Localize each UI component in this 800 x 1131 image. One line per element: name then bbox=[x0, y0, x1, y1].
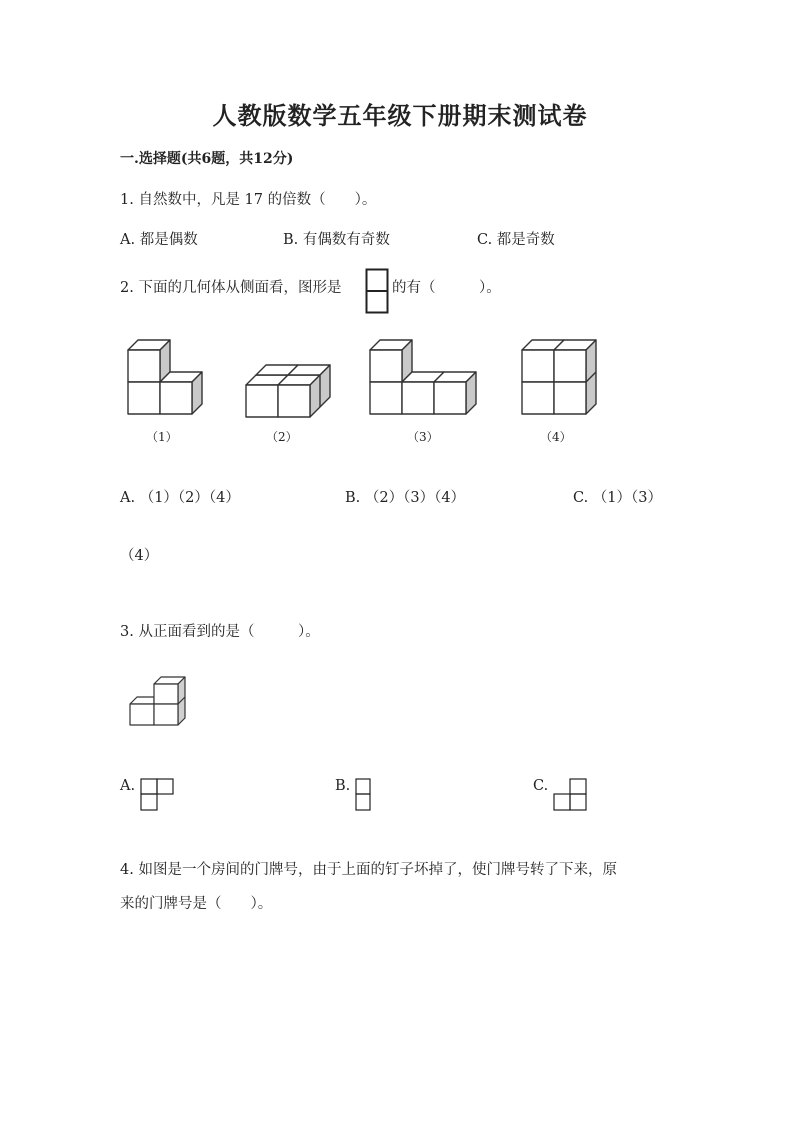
question-3-option-c: C. bbox=[533, 778, 549, 794]
question-1-option-a: A. 都是偶数 bbox=[120, 232, 198, 248]
question-3-option-a: A. bbox=[120, 778, 136, 794]
option-b-shape-icon bbox=[355, 778, 373, 812]
question-4-text-line2: 来的门牌号是（ ）。 bbox=[120, 896, 273, 912]
question-2-option-c-continued: （4） bbox=[120, 548, 159, 564]
figure-2-label: （2） bbox=[266, 430, 298, 444]
question-1-text: 1. 自然数中，凡是 17 的倍数（ ）。 bbox=[120, 192, 377, 208]
figure-4-label: （4） bbox=[540, 430, 572, 444]
question-2-text-before: 2. 下面的几何体从侧面看，图形是 bbox=[120, 280, 342, 296]
side-view-shape-icon bbox=[365, 268, 389, 314]
option-c-shape-icon bbox=[552, 778, 588, 812]
question-2-text-after: 的有（ ）。 bbox=[392, 280, 501, 296]
section-heading: 一.选择题(共6题，共12分) bbox=[120, 151, 294, 167]
question-3-text: 3. 从正面看到的是（ ）。 bbox=[120, 624, 320, 640]
question-1-option-b: B. 有偶数有奇数 bbox=[283, 232, 390, 248]
question-3-option-b: B. bbox=[335, 778, 351, 794]
figure-3-cubes bbox=[370, 338, 482, 418]
question-2-option-a: A. （1）（2）（4） bbox=[120, 490, 240, 506]
question-1-option-c: C. 都是奇数 bbox=[477, 232, 555, 248]
page-title: 人教版数学五年级下册期末测试卷 bbox=[212, 101, 588, 130]
figure-1-cubes bbox=[128, 338, 208, 418]
figure-4-cubes bbox=[522, 338, 598, 418]
figure-3-label: （3） bbox=[407, 430, 439, 444]
option-a-shape-icon bbox=[140, 778, 176, 812]
question-2-option-b: B. （2）（3）（4） bbox=[345, 490, 466, 506]
question-4-text-line1: 4. 如图是一个房间的门牌号，由于上面的钉子坏掉了，使门牌号转了下来，原 bbox=[120, 862, 617, 878]
figure-2-cubes bbox=[246, 363, 330, 417]
figure-1-label: （1） bbox=[146, 430, 178, 444]
question-2-option-c: C. （1）（3） bbox=[573, 490, 662, 506]
question-3-cubes bbox=[130, 677, 186, 727]
